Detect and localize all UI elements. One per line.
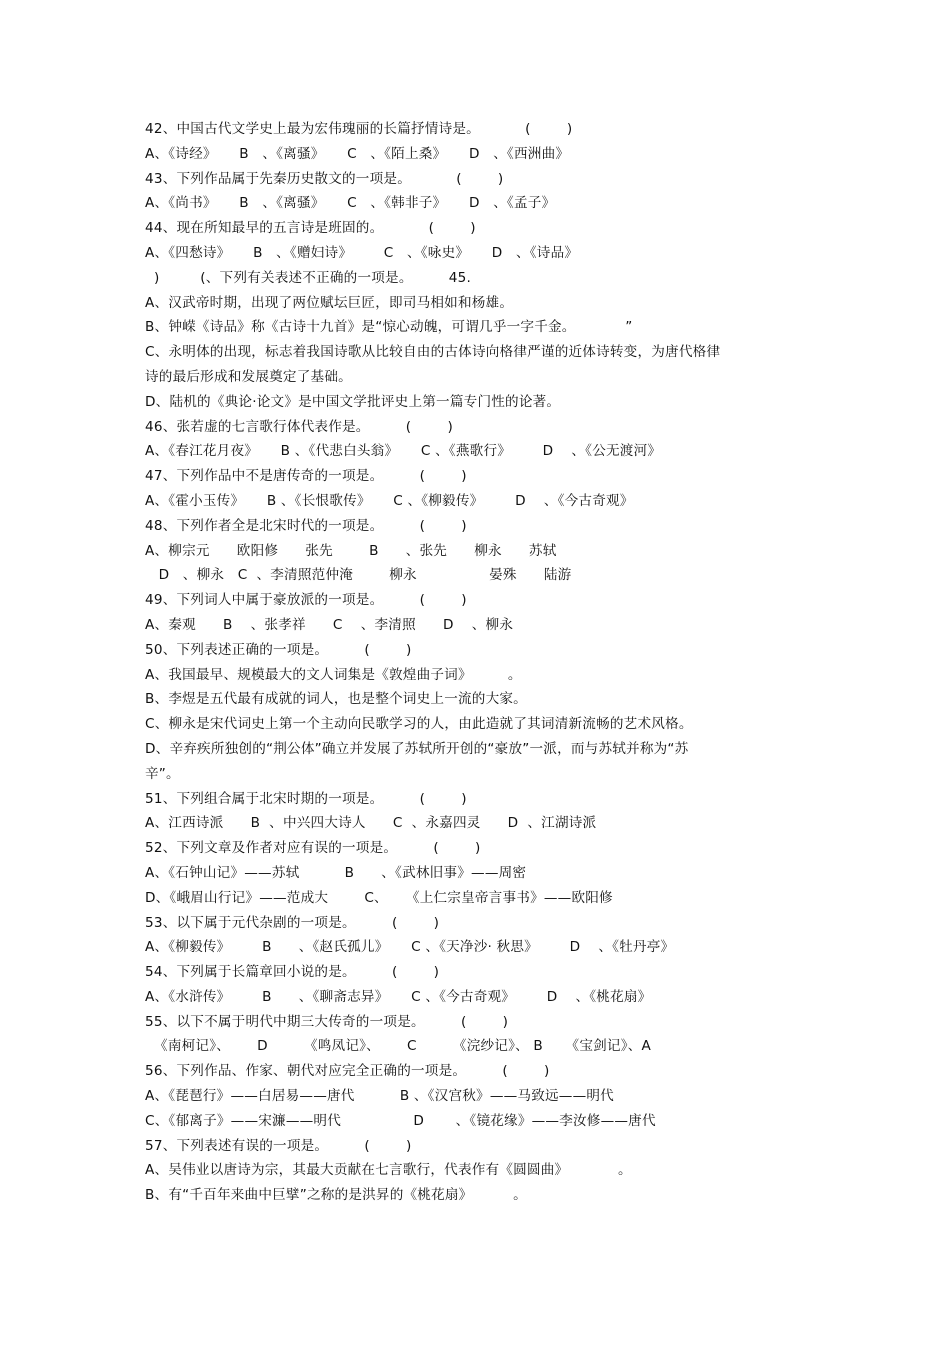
text-line: 57、下列表述有误的一项是。 ( )	[145, 1137, 412, 1154]
text-line: 44、现在所知最早的五言诗是班固的。 ( )	[145, 220, 476, 237]
text-line: 46、张若虚的七言歌行体代表作是。 ( )	[145, 418, 453, 435]
text-line: 56、下列作品、作家、朝代对应完全正确的一项是。 ( )	[145, 1063, 550, 1080]
text-line: A、《尚书》 B 、《离骚》 C 、《韩非子》 D 、《孟子》	[145, 195, 556, 212]
text-line: D、辛弃疾所独创的“荆公体”确立并发展了苏轼所开创的“豪放”一派，而与苏轼并称为“苏	[145, 740, 689, 757]
text-line: A、江西诗派 B 、中兴四大诗人 C 、永嘉四灵 D 、江湖诗派	[145, 815, 597, 832]
text-line: 《南柯记》、 D 《鸣凤记》、 C 《浣纱记》、 B 《宝剑记》、A	[145, 1038, 651, 1055]
text-line: ) (、下列有关表述不正确的一项是。 45.	[145, 269, 472, 286]
text-line: A、吴伟业以唐诗为宗，其最大贡献在七言歌行，代表作有《圆圆曲》 。	[145, 1162, 632, 1179]
text-line: 49、下列词人中属于豪放派的一项是。 ( )	[145, 592, 467, 609]
text-line: A、汉武帝时期，出现了两位赋坛巨匠，即司马相如和杨雄。	[145, 294, 514, 311]
text-line: 诗的最后形成和发展奠定了基础。	[145, 368, 352, 385]
text-line: D、陆机的《典论·论文》是中国文学批评史上第一篇专门性的论著。	[145, 393, 561, 410]
text-line: A、我国最早、规模最大的文人词集是《敦煌曲子词》 。	[145, 666, 522, 683]
text-line: A、柳宗元 欧阳修 张先 B 、张先 柳永 苏轼	[145, 542, 557, 559]
text-line: A、秦观 B 、张孝祥 C 、李清照 D 、柳永	[145, 616, 514, 633]
text-line: A、《柳毅传》 B 、《赵氏孤儿》 C 、《天净沙· 秋思》 D 、《牡丹亭》	[145, 939, 675, 956]
text-line: C、柳永是宋代词史上第一个主动向民歌学习的人，由此造就了其词清新流畅的艺术风格。	[145, 716, 693, 733]
text-line: A、《四愁诗》 B 、《赠妇诗》 C 、《咏史》 D 、《诗品》	[145, 244, 579, 261]
text-line: A、《霍小玉传》 B 、《长恨歌传》 C 、《柳毅传》 D 、《今古奇观》	[145, 492, 634, 509]
text-line: B、钟嵘《诗品》称《古诗十九首》是“惊心动魄，可谓几乎一字千金。 ”	[145, 319, 633, 336]
text-line: 53、以下属于元代杂剧的一项是。 ( )	[145, 914, 440, 931]
text-line: A、《诗经》 B 、《离骚》 C 、《陌上桑》 D 、《西洲曲》	[145, 145, 570, 162]
text-line: D、《峨眉山行记》——范成大 C、 《上仁宗皇帝言事书》——欧阳修	[145, 889, 613, 906]
text-line: A、《水浒传》 B 、《聊斋志异》 C 、《今古奇观》 D 、《桃花扇》	[145, 988, 652, 1005]
text-line: 55、以下不属于明代中期三大传奇的一项是。 ( )	[145, 1013, 509, 1030]
text-line: 48、下列作者全是北宋时代的一项是。 ( )	[145, 517, 467, 534]
text-line: 47、下列作品中不是唐传奇的一项是。 ( )	[145, 468, 467, 485]
text-line: A、《琵琶行》——白居易——唐代 B 、《汉宫秋》——马致远——明代	[145, 1088, 614, 1105]
text-line: A、《石钟山记》——苏轼 B 、《武林旧事》——周密	[145, 864, 527, 881]
text-line: B、李煜是五代最有成就的词人，也是整个词史上一流的大家。	[145, 691, 527, 708]
text-line: B、有“千百年来曲中巨擘”之称的是洪昇的《桃花扇》 。	[145, 1187, 527, 1204]
question-text-block	[145, 117, 745, 1208]
text-line: 43、下列作品属于先秦历史散文的一项是。 ( )	[145, 170, 504, 187]
text-line: 50、下列表述正确的一项是。 ( )	[145, 641, 412, 658]
text-line: 54、下列属于长篇章回小说的是。 ( )	[145, 964, 440, 981]
text-line: D 、柳永 C 、李清照范仲淹 柳永 晏殊 陆游	[145, 567, 572, 584]
text-line: A、《春江花月夜》 B 、《代悲白头翁》 C 、《燕歌行》 D 、《公无渡河》	[145, 443, 662, 460]
text-line: C、《郁离子》——宋濂——明代 D 、《镜花缘》——李汝修——唐代	[145, 1112, 656, 1129]
text-line: 42、中国古代文学史上最为宏伟瑰丽的长篇抒情诗是。 ( )	[145, 121, 573, 137]
text-line: 51、下列组合属于北宋时期的一项是。 ( )	[145, 790, 467, 807]
text-line: 52、下列文章及作者对应有误的一项是。 ( )	[145, 840, 481, 857]
text-line: C、永明体的出现，标志着我国诗歌从比较自由的古体诗向格律严谨的近体诗转变，为唐代格律	[145, 344, 721, 361]
text-line: 辛”。	[145, 765, 180, 782]
